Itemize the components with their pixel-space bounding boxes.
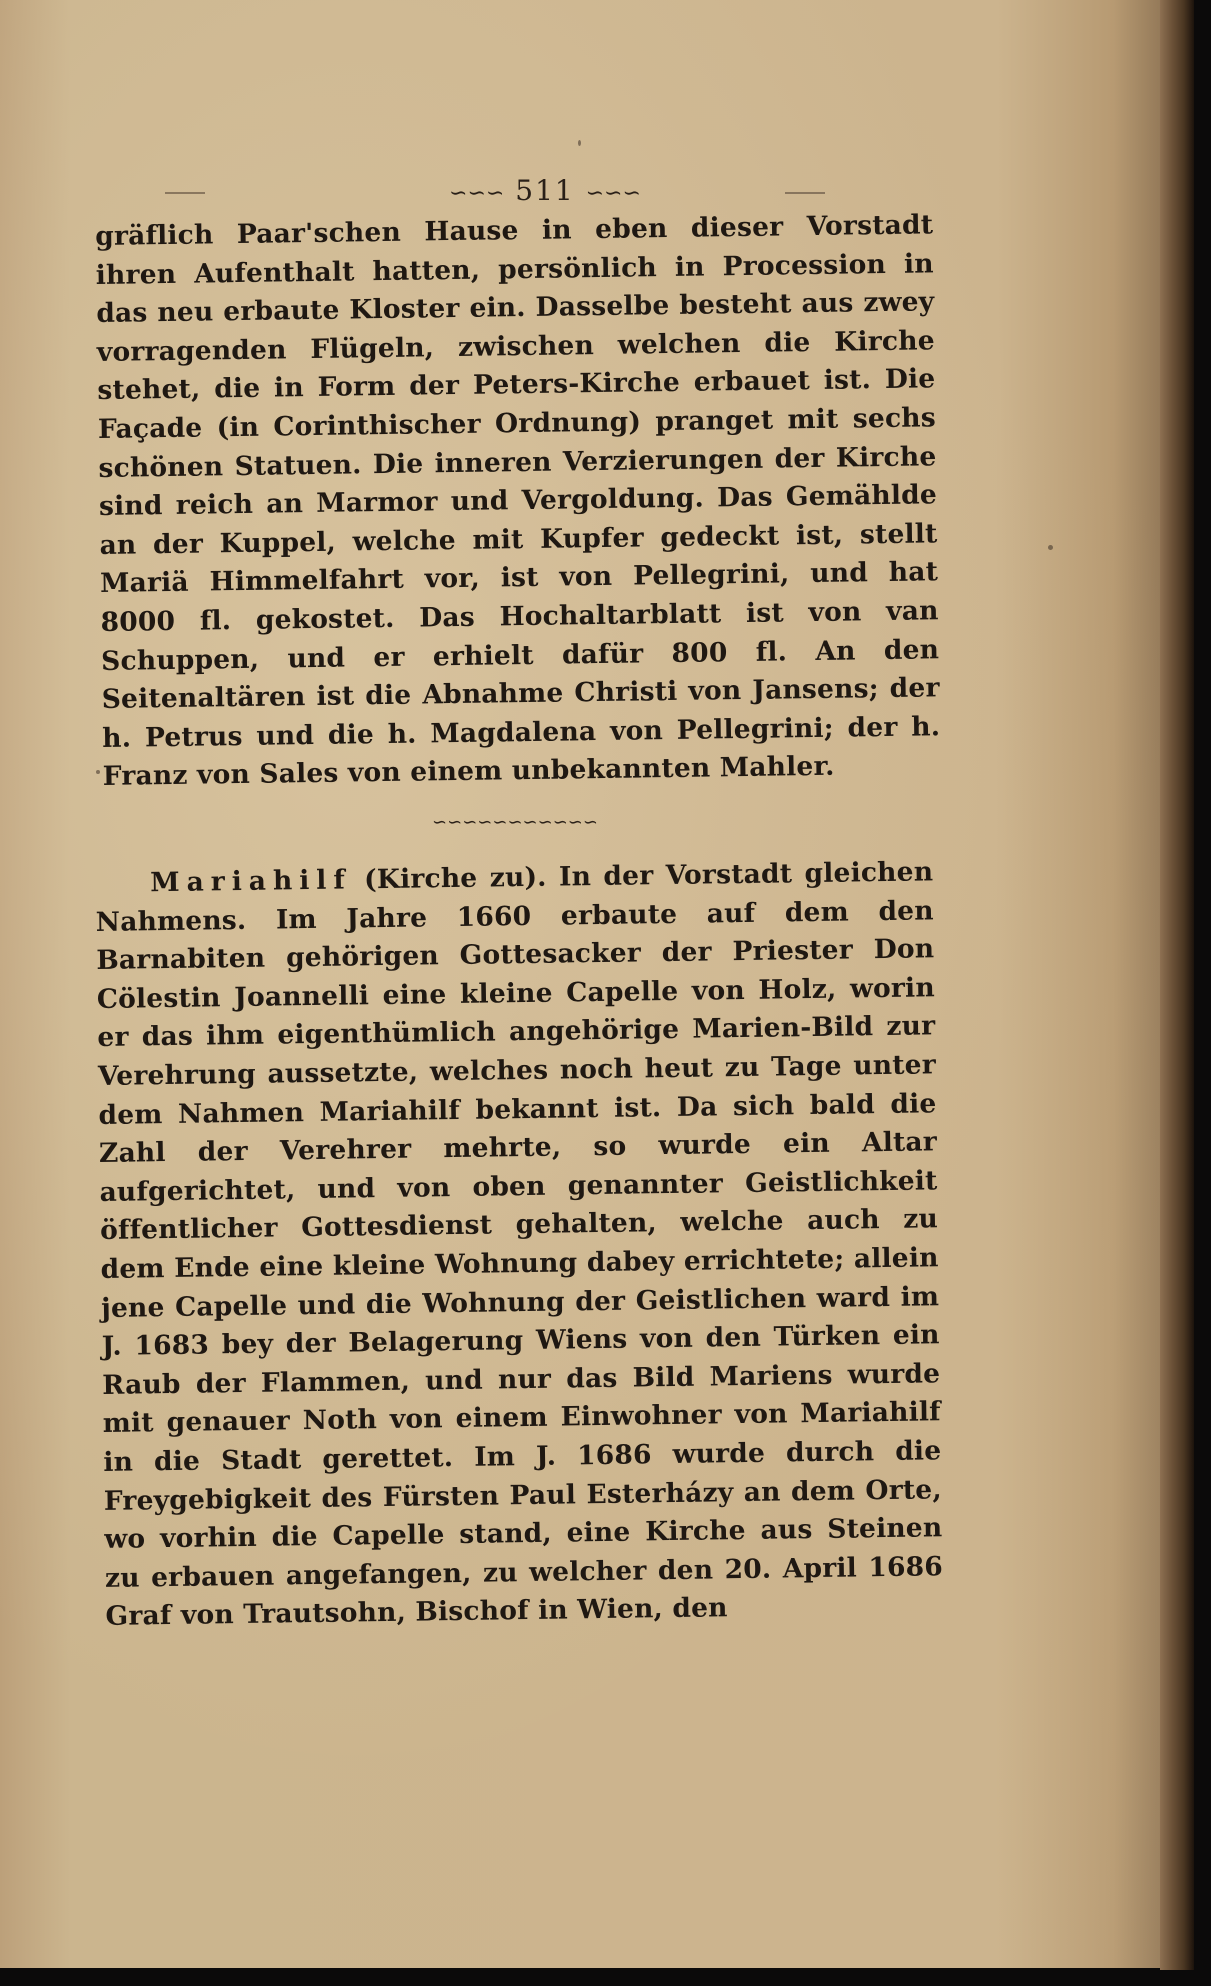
running-header bbox=[165, 170, 925, 210]
header-rule-right bbox=[785, 192, 825, 194]
section-separator: ∽∽∽∽∽∽∽∽∽∽∽ bbox=[432, 812, 598, 833]
header-ornament-left: ∽∽∽ bbox=[449, 181, 505, 206]
paragraph-paar-kloster: gräflich Paar'schen Hause in eben dieser Vorstadt ihren Aufenthalt hatten, persönlich in Procession in das neu erbaute Kloster ein. Dasselbe besteht aus zwey vorragenden Flügeln, zwischen welchen die Kirche stehet, die in Form der Peters-Kirche erbauet ist. Die Façade (in Corinthischer Ordnung) pranget mit sechs schönen Statuen. Die inneren Verzierungen der Kirche sind reich an Marmor und Vergoldung. Das Gemählde an der Kuppel, welche mit Kupfer gedeckt ist, stellt Mariä Himmelfahrt vor, ist von Pellegrini, und hat 8000 fl. gekostet. Das Hochaltarblatt ist von van Schuppen, und er erhielt dafür 800 fl. An den Seitenaltären ist die Abnahme Christi von Jansens; der h. Petrus und die h. Magdalena von Pellegrini; der h. Franz von Sales von einem unbekannten Mahler. bbox=[95, 209, 941, 793]
paper-speck bbox=[96, 770, 100, 774]
paper-speck bbox=[578, 140, 581, 146]
paragraph-mariahilf-text: In der Vorstadt gleichen Nahmens. Im Jahre 1660 erbaute auf dem den Barnabiten gehörigen Gottesacker der Priester Don Cölestin Joannelli eine kleine Capelle von Holz, worin er das ihm eigenthümlich angehörige Marien-Bild zur Verehrung aussetzte, welches noch heut zu Tage unter dem Nahmen Mariahilf bekannt ist. Da sich bald die Zahl der Verehrer mehrte, so wurde ein Altar aufgerichtet, und von oben genannter Geistlichkeit öffentlicher Gottesdienst gehalten, welche auch zu dem Ende eine kleine Wohnung dabey errichtete; allein jene Capelle und die Wohnung der Geistlichen ward im J. 1683 bey der Belagerung Wiens von den Türken ein Raub der Flammen, und nur das Bild Mariens wurde mit genauer Noth von einem Einwohner von Mariahilf in die Stadt gerettet. Im J. 1686 wurde durch die Freygebigkeit des Fürsten Paul Esterházy an dem Orte, wo vorhin die Capelle stand, eine Kirche aus Steinen zu erbauen angefangen, zu welcher den 20. April 1686 Graf von Trautsohn, Bischof in Wien, den bbox=[95, 856, 944, 1633]
section-heading-mariahilf: Mariahilf bbox=[150, 864, 352, 899]
paragraph-mariahilf bbox=[95, 853, 944, 1637]
page-number-line bbox=[165, 174, 925, 207]
header-ornament-right: ∽∽∽ bbox=[585, 181, 641, 206]
page-number: 511 bbox=[515, 174, 575, 207]
book-page-edge bbox=[1160, 0, 1194, 1970]
section-heading-suffix: (Kirche zu). bbox=[363, 861, 547, 896]
paper-speck bbox=[1048, 545, 1053, 550]
